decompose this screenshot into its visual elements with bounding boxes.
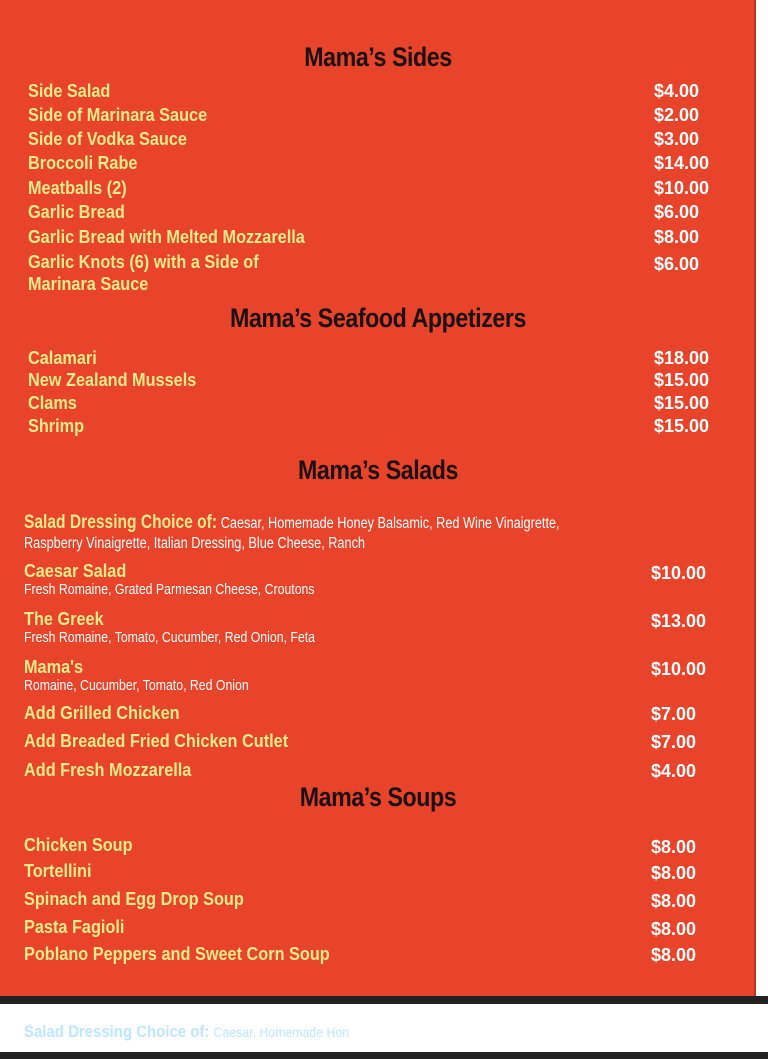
- item-name: Pasta Fagioli: [24, 916, 125, 937]
- item-name: Poblano Peppers and Sweet Corn Soup: [24, 943, 330, 964]
- bleed-through-text: [24, 1022, 349, 1042]
- scan-edge: [0, 1052, 768, 1059]
- salad-dressing-choices: [24, 513, 647, 554]
- item-description: Fresh Romaine, Grated Parmesan Cheese, Croutons: [24, 581, 315, 598]
- item-price: $8.00: [651, 919, 697, 939]
- item-price: $10.00: [651, 659, 707, 679]
- item-name: Garlic Bread with Melted Mozzarella: [28, 226, 305, 247]
- item-name: Add Breaded Fried Chicken Cutlet: [24, 730, 289, 751]
- item-price: $4.00: [651, 761, 697, 781]
- item-name: Caesar Salad: [24, 560, 127, 581]
- item-name: Garlic Bread: [28, 201, 125, 222]
- item-name: Garlic Knots (6) with a Side of Marinara Sauce: [28, 251, 259, 294]
- item-name: Calamari: [28, 347, 97, 368]
- item-name: Tortellini: [24, 860, 92, 881]
- item-name: The Greek: [24, 608, 104, 629]
- item-price: $8.00: [654, 227, 700, 247]
- item-price: $8.00: [651, 945, 697, 965]
- bleed-through-body: Caesar, Homemade Hon: [213, 1024, 350, 1040]
- dressing-options-line-2: Raspberry Vinaigrette, Italian Dressing, Blue Cheese, Ranch: [24, 535, 366, 552]
- item-price: $10.00: [651, 563, 707, 583]
- dressing-label: Salad Dressing Choice of:: [24, 512, 218, 533]
- item-name: Side Salad: [28, 80, 111, 101]
- page-edge: [0, 996, 768, 1004]
- item-price: $6.00: [654, 254, 700, 274]
- section-title-sides: Mama’s Sides: [304, 42, 452, 72]
- item-name: Clams: [28, 392, 77, 413]
- item-price: $3.00: [654, 129, 700, 149]
- item-price: $18.00: [654, 348, 710, 368]
- item-name: New Zealand Mussels: [28, 369, 197, 390]
- item-name: Shrimp: [28, 415, 85, 436]
- item-name: Side of Vodka Sauce: [28, 128, 187, 149]
- item-name: Chicken Soup: [24, 834, 133, 855]
- dressing-options-line-1: Caesar, Homemade Honey Balsamic, Red Wine Vinaigrette,: [220, 515, 560, 532]
- item-price: $7.00: [651, 732, 697, 752]
- section-title-seafood: Mama’s Seafood Appetizers: [230, 303, 526, 333]
- item-price: $4.00: [654, 81, 700, 101]
- section-title-soups: Mama’s Soups: [299, 782, 457, 812]
- item-price: $8.00: [651, 863, 697, 883]
- item-price: $15.00: [654, 416, 710, 436]
- bleed-through-label: Salad Dressing Choice of:: [24, 1022, 210, 1041]
- item-price: $8.00: [651, 837, 697, 857]
- item-name: Spinach and Egg Drop Soup: [24, 888, 244, 909]
- item-price: $15.00: [654, 393, 710, 413]
- item-price: $8.00: [651, 891, 697, 911]
- item-name: Add Grilled Chicken: [24, 702, 180, 723]
- item-price: $7.00: [651, 704, 697, 724]
- item-name: Add Fresh Mozzarella: [24, 759, 192, 780]
- item-price: $13.00: [651, 611, 707, 631]
- item-name: Side of Marinara Sauce: [28, 104, 208, 125]
- item-description: Fresh Romaine, Tomato, Cucumber, Red Onion, Feta: [24, 629, 316, 646]
- item-price: $10.00: [654, 178, 710, 198]
- item-name: Meatballs (2): [28, 177, 127, 198]
- item-price: $14.00: [654, 153, 710, 173]
- item-price: $6.00: [654, 202, 700, 222]
- item-description: Romaine, Cucumber, Tomato, Red Onion: [24, 677, 249, 694]
- item-price: $2.00: [654, 105, 700, 125]
- item-price: $15.00: [654, 370, 710, 390]
- section-title-salads: Mama’s Salads: [297, 455, 459, 485]
- item-name: Mama's: [24, 656, 84, 677]
- item-name: Broccoli Rabe: [28, 152, 138, 173]
